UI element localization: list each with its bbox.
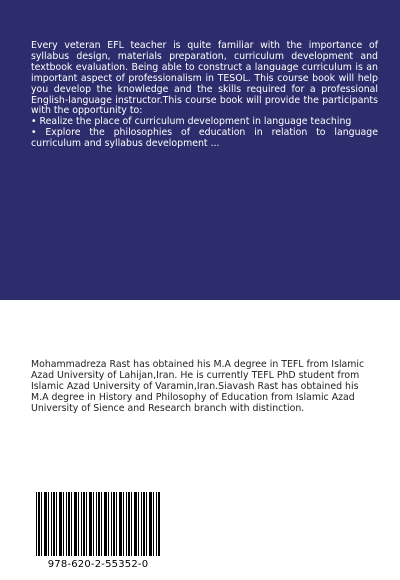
objective-item: • Explore the philosophies of education in relation to language curriculum and syllabus development ... [31, 127, 378, 150]
book-description [31, 41, 378, 150]
objective-item: • Realize the place of curriculum development in language teaching [31, 116, 352, 128]
isbn-number: 978-620-2-55352-0 [47, 559, 149, 570]
author-biography: Mohammadreza Rast has obtained his M.A degree in TEFL from Islamic Azad University of Lahijan,Iran. He is currently TEFL PhD student from Islamic Azad University of Varamin,Iran.Siavash Rast has obtained his M.A degree in History and Philosophy of Education from Islamic Azad University of Sience and Research branch with distinction. [31, 359, 365, 414]
isbn-barcode-block [30, 484, 166, 574]
objective-list [31, 117, 378, 150]
description-paragraph: Every veteran EFL teacher is quite familiar with the importance of syllabus design, materials preparation, curriculum development and textbook evaluation. Being able to construct a language curriculum is an important aspect of professionalism in TESOL. This course book will help you develop the knowledge and the skills required for a professional English-language instructor.This course book will provide the participants with the opportunity to: [31, 40, 378, 117]
barcode-graphic [36, 492, 160, 556]
